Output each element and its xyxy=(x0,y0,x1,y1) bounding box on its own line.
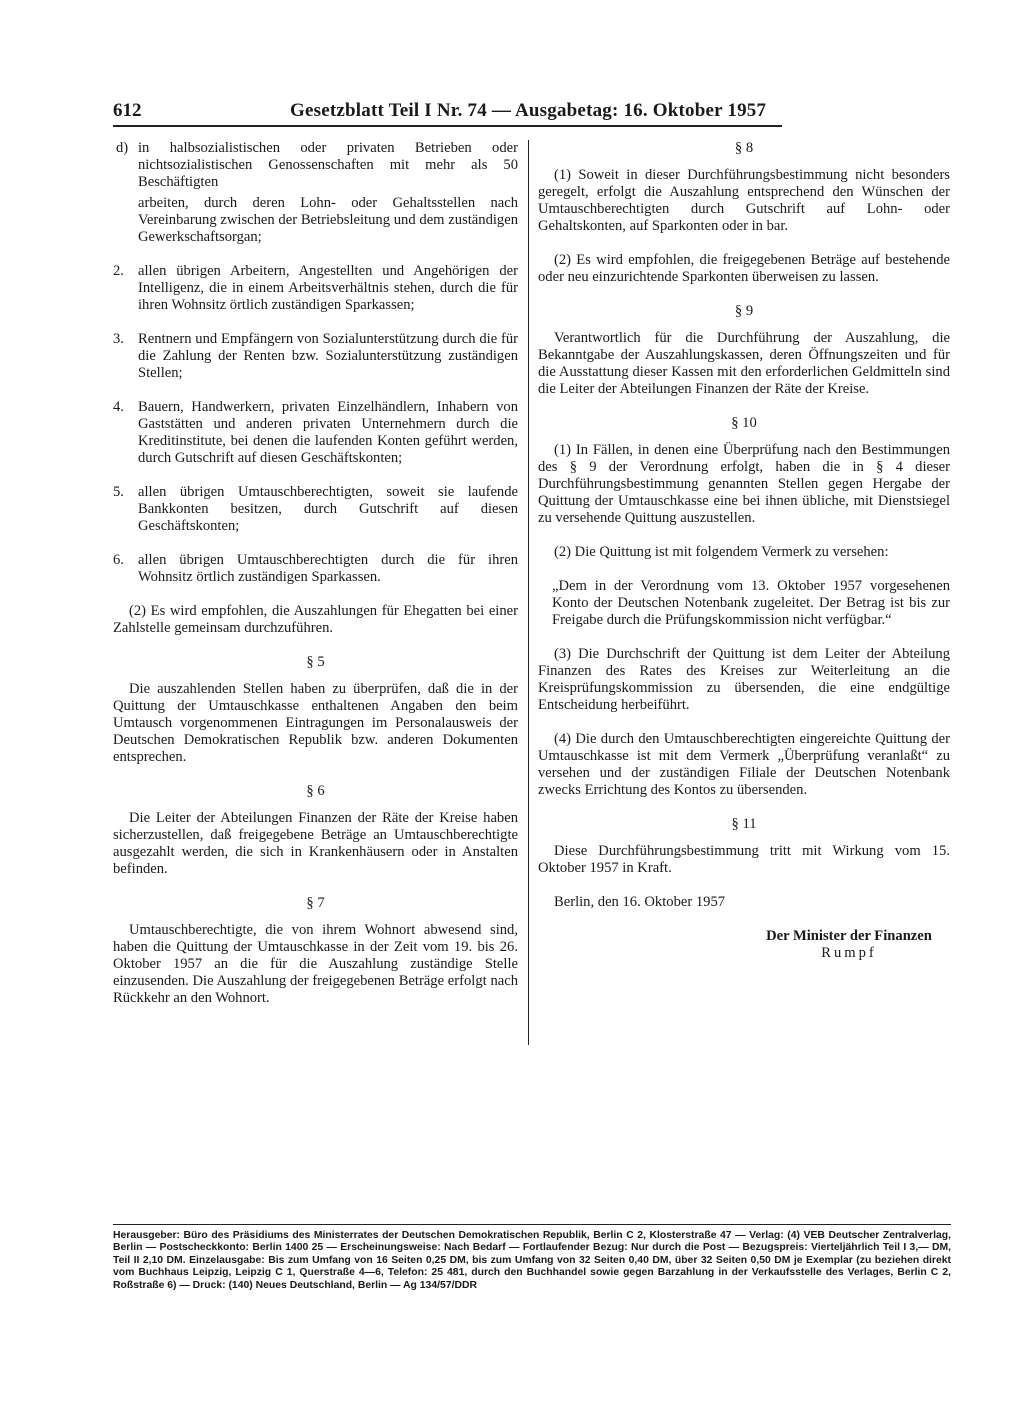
list-item-continuation: arbeiten, durch deren Lohn- oder Gehaltsstellen nach Vereinbarung zwischen der Betriebsleitung und dem zuständigen Gewerkschaftsorgan; xyxy=(138,195,518,245)
list-item xyxy=(113,263,518,314)
section-7-text: Umtauschberechtigte, die von ihrem Wohnort abwesend sind, haben die Quittung der Umtauschkasse in der Zeit vom 19. bis 26. Oktober 1957 an die für die Auszahlung zuständige Stelle einzusenden. Die Auszahlung der freigegebenen Beträge erfolgt nach Rückkehr an den Wohnort. xyxy=(113,922,518,1006)
section-5-text: Die auszahlenden Stellen haben zu überprüfen, daß die in der Quittung der Umtauschkasse enthaltenen Angaben den beim Umtausch vorgenommenen Eintragungen im Personalausweis der Deutschen Demokratischen Republik bzw. anderen Dokumenten entsprechen. xyxy=(113,681,518,765)
imprint-footer: Herausgeber: Büro des Präsidiums des Ministerrates der Deutschen Demokratischen Republik, Berlin C 2, Klosterstraße 47 — Verlag: (4) VEB Deutscher Zentralverlag, Berlin — Postscheckkonto: Berlin 1400 25 — Erscheinungsweise: Nach Bedarf — Fortlaufender Bezug: Nur durch die Post — Bezugspreis: Vierteljährlich Teil I 3,— DM, Teil II 2,10 DM. Einzelausgabe: Bis zum Umfang von 16 Seiten 0,25 DM, bis zum Umfang von 32 Seiten 0,40 DM, über 32 Seiten 0,50 DM je Exemplar (zu beziehen direkt vom Buchhaus Leipzig, Leipzig C 1, Querstraße 4—6, Telefon: 25 481, durch den Buchhandel sowie gegen Barzahlung in der Verkaufsstelle des Verlages, Berlin C 2, Roßstraße 6) — Druck: (140) Neues Deutschland, Berlin — Ag 134/57/DDR xyxy=(113,1230,951,1291)
list-item xyxy=(113,399,518,467)
section-heading-6: § 6 xyxy=(306,783,325,799)
header-rule xyxy=(113,125,782,127)
list-item-d xyxy=(113,140,518,191)
section-10-paragraph-1: (1) In Fällen, in denen eine Überprüfung nach den Bestimmungen des § 9 der Verordnung erfolgt, haben die in § 4 dieser Durchführungsbestimmung genannten Stellen gegen Hergabe der Quittung der Umtauschkasse eine bei ihnen übliche, mit Dienstsiegel zu versehende Quittung auszustellen. xyxy=(538,442,950,526)
place-date: Berlin, den 16. Oktober 1957 xyxy=(554,894,726,910)
section-heading-5: § 5 xyxy=(306,654,325,670)
section-10-quote: „Dem in der Verordnung vom 13. Oktober 1957 vorgesehenen Konto der Deutschen Notenbank zugeleitet. Der Betrag ist bis zur Freigabe durch die Prüfungskommission nicht verfügbar.“ xyxy=(552,578,950,628)
list-item xyxy=(113,552,518,586)
section-10-paragraph-2: (2) Die Quittung ist mit folgendem Vermerk zu versehen: xyxy=(554,544,889,560)
list-item xyxy=(113,331,518,382)
section-heading-11: § 11 xyxy=(731,816,757,832)
list-item-number: 3. xyxy=(113,331,124,347)
list-item-number: 4. xyxy=(113,399,124,415)
column-divider xyxy=(528,140,529,1045)
list-item-text: in halbsozialistischen oder privaten Betrieben oder nichtsozialistischen Genossenschaften mit mehr als 50 Beschäftigten xyxy=(138,140,518,190)
section-heading-10: § 10 xyxy=(731,415,757,431)
section-heading-7: § 7 xyxy=(306,895,325,911)
list-item-number: d) xyxy=(116,140,129,156)
section-11-text: Diese Durchführungsbestimmung tritt mit Wirkung vom 15. Oktober 1957 in Kraft. xyxy=(538,843,950,876)
section-heading-8: § 8 xyxy=(734,140,754,156)
list-item-text: allen übrigen Umtauschberechtigten, soweit sie laufende Bankkonten besitzen, durch Gutschrift auf diesen Geschäftskonten; xyxy=(138,484,518,534)
list-item-number: 6. xyxy=(113,552,124,568)
section-10-paragraph-3: (3) Die Durchschrift der Quittung ist dem Leiter der Abteilung Finanzen des Rates des Kreises zur Weiterleitung an die Kreisprüfungskommission zu übersenden, die eine endgültige Entscheidung herbeiführt. xyxy=(538,646,950,713)
list-item xyxy=(113,484,518,535)
list-item-text: Bauern, Handwerkern, privaten Einzelhändlern, Inhabern von Gaststätten und anderen privaten Unternehmern durch die Kreditinstitute, bei denen die laufenden Konten geführt werden, durch Gutschrift auf diesen Geschäftskonten; xyxy=(138,399,518,466)
section-8-paragraph-2: (2) Es wird empfohlen, die freigegebenen Beträge auf bestehende oder neu einzurichtende Sparkonten überweisen zu lassen. xyxy=(538,252,950,285)
section-10-paragraph-4: (4) Die durch den Umtauschberechtigten eingereichte Quittung der Umtauschkasse ist mit dem Vermerk „Überprüfung veranlaßt“ zu versehen und der zuständigen Filiale der Deutschen Notenbank zwecks Errichtung des Kontos zu übersenden. xyxy=(538,731,950,798)
section-8-paragraph-1: (1) Soweit in dieser Durchführungsbestimmung nicht besonders geregelt, erfolgt die Auszahlung entsprechend den Wünschen der Umtauschberechtigten durch Gutschrift auf Lohn- oder Gehaltskonten, auf Sparkonten oder in bar. xyxy=(538,167,950,234)
page-number: 612 xyxy=(113,100,142,121)
left-column xyxy=(113,140,518,1024)
signatory-title: Der Minister der Finanzen xyxy=(766,928,932,944)
section-heading-9: § 9 xyxy=(734,303,754,319)
section-6-text: Die Leiter der Abteilungen Finanzen der Räte der Kreise haben sicherzustellen, daß freigegebene Beträge an Umtauschberechtigte ausgezahlt werden, die sich in Krankenhäusern oder in Anstalten befinden. xyxy=(113,810,518,877)
list-item-text: allen übrigen Arbeitern, Angestellten und Angehörigen der Intelligenz, die in einem Arbeitsverhältnis stehen, durch die für ihren Wohnsitz örtlich zuständigen Sparkassen; xyxy=(138,263,518,313)
list-item-text: Rentnern und Empfängern von Sozialunterstützung durch die für die Zahlung der Renten bzw. Sozialunterstützung zuständigen Stellen; xyxy=(138,331,518,381)
section-9-text: Verantwortlich für die Durchführung der Auszahlung, die Bekanntgabe der Auszahlungskassen, deren Öffnungszeiten und für die Ausstattung dieser Kassen mit den erforderlichen Geldmitteln sind die Leiter der Abteilungen Finanzen der Räte der Kreise. xyxy=(538,330,950,397)
signatory-name: Rumpf xyxy=(821,945,877,961)
right-column xyxy=(538,140,950,962)
page-title: Gesetzblatt Teil I Nr. 74 — Ausgabetag: 16. Oktober 1957 xyxy=(290,100,767,121)
list-item-number: 2. xyxy=(113,263,124,279)
footer-rule xyxy=(113,1224,951,1225)
paragraph-recommendation: (2) Es wird empfohlen, die Auszahlungen für Ehegatten bei einer Zahlstelle gemeinsam durchzuführen. xyxy=(113,603,518,636)
signature-block xyxy=(538,928,950,962)
list-item-text: allen übrigen Umtauschberechtigten durch die für ihren Wohnsitz örtlich zuständigen Sparkassen. xyxy=(138,552,518,585)
list-item-number: 5. xyxy=(113,484,124,500)
